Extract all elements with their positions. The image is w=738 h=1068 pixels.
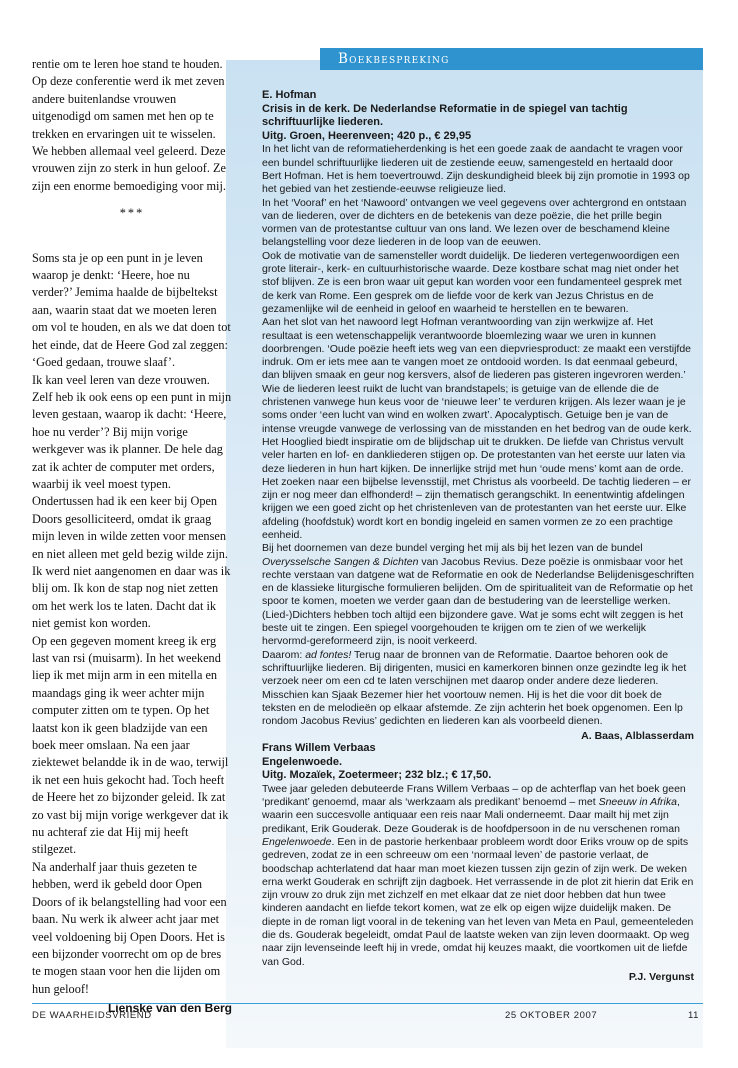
review-book-title: Engelenwoede.: [262, 755, 343, 768]
review-paragraph: Daarom: ad fontes! Terug naar de bronnen van de Reformatie. Daartoe behoren ook de schriftuurlijke liederen. Bij dirigenten, musici en kamerkoren binnen onze gezindte leg ik het verzoek neer om een cd te laten verschijnen met daarop onder andere deze liederen. Misschien kan Sjaak Bezemer hier het voortouw nemen. Hij is het die voor dit boek de teksten en de melodieën op elkaar afstemde. Ze zijn achterin het boek opgenomen. Een lp rondom Jacobus Revius’ gedichten en liederen kan als voorbeeld dienen.: [262, 648, 687, 728]
footer-rule: [32, 1003, 703, 1004]
footer-publication: DE WAARHEIDSVRIEND: [32, 1010, 152, 1021]
italic-phrase: ad fontes!: [305, 648, 352, 661]
article-continuation: [32, 56, 232, 1018]
review-verbaas: [262, 742, 694, 984]
italic-title: Sneeuw in Afrika: [598, 796, 677, 809]
review-paragraph: In het licht van de reformatieherdenking is het een goede zaak de aandacht te vragen voor een bundel schriftuurlijke liederen uit de zestiende eeuw, samengesteld en hertaald door Bert Hofman. Het is hem toevertrouwd. Zijn deskundigheid bleek bij zijn promotie in 1993 op het gebied van het zestiende-eeuwse religieuze lied.: [262, 143, 690, 196]
review-paragraph: In het ‘Vooraf’ en het ‘Nawoord’ ontvangen we veel gegevens over achtergrond en ontstaan van de liederen, over de dichters en de betekenis van deze poëzie, die het prille begin vormen van de protestantse cultuur van ons land. We lezen over de beschamend kleine belangstelling voor deze liederen in de loop van de eeuwen.: [262, 196, 687, 249]
review-paragraph: Aan het slot van het nawoord legt Hofman verantwoording van zijn werkwijze af. Het resultaat is een wetenschappelijk verantwoorde bloemlezing waar we uren in kunnen doorbrengen. ‘Oude poëzie heeft iets weg van een diepvriesproduct: ze maakt een verstijfde indruk. Om er iets mee aan te vangen moet ze ontdooid worden. Is dat eenmaal gebeurd, dan blijven smaak en geur nog kersvers, alsof de liederen pas gisteren ingevroren werden.’ Wie de liederen leest ruikt de lucht van brandstapels; is getuige van de ellende die de christenen vanwege hun keus voor de ‘nieuwe leer’ te verduren krijgen. Als lezer waan je je soms onder ‘een lucht van wind en wolken zwart’. Apocalyptisch. Getuige ben je van de intense vreugde vanwege de verlossing van de misstanden en het bedrog van de oude kerk. Het Hooglied biedt inspiratie om de blijdschap uit te drukken. De liefde van Christus vervult veler harten en lof- en dankliederen stijgen op. De protestanten van het eerste uur laten via deze liederen in hun hart kijken. De innerlijke strijd met hun ‘oude mens’ komt aan de orde. Het zoeken naar een bijbelse levensstijl, met Christus als voorbeeld. De tachtig liederen – er zijn er nog meer dan elfhonderd! – zijn thematisch gerangschikt. In eenentwintig afdelingen krijgen we een goed zicht op het christenleven van de protestanten van het eerste uur. Elke afdeling (hoofdstuk) wordt kort en bondig ingeleid en samen vormen ze zo een prachtige eenheid.: [262, 316, 692, 541]
article-author: Lienske van den Berg: [107, 1001, 232, 1016]
footer-page-number: 11: [688, 1010, 700, 1021]
review-paragraph: Ook de motivatie van de samensteller wordt duidelijk. De liederen vertegenwoordigen een grote literair-, kerk- en cultuurhistorische waarde. Deze kostbare schat mag niet onder het stof blijven. Ze is een bron waar uit geput kan worden voor een fundamenteel gesprek met de kerk van Rome. Een gesprek om de liefde voor de kerk van Jezus Christus en de gezamenlijke wil de eenheid in geloof en waarheid te herstellen en te bewaren.: [262, 249, 682, 315]
paragraph: Na anderhalf jaar thuis gezeten te hebben, werd ik gebeld door Open Doors of ik belangstelling had voor een baan. Nu werk ik alweer acht jaar met veel voldoening bij Open Doors. Het is een bijzonder voorrecht om op de bres te mogen staan voor hen die lijden om hun geloof!: [32, 859, 227, 996]
review-paragraph: Bij het doornemen van deze bundel verging het mij als bij het lezen van de bundel Overysselsche Sangen & Dichten van Jacobus Revius. Deze poëzie is onmisbaar voor het rechte verstaan van datgene wat de Reformatie en ook de Nederlandse Belijdenisgeschriften en de klassieke liturgische formulieren belijden. Om de spiritualiteit van de Reformatie op het spoor te komen, moeten we verder gaan dan de bestudering van de leerstellige werken. (Lied-)Dichters hebben toch altijd een bijzondere gave. Wat je soms echt wilt zeggen is het beste uit te zingen. Een spiegel voorgehouden te krijgen om te zien of we werkelijk hervormd-gereformeerd zijn, is nooit verkeerd.: [262, 542, 694, 648]
section-title: Boekbespreking: [320, 48, 703, 70]
review-paragraph: Twee jaar geleden debuteerde Frans Willem Verbaas – op de achterflap van het boek geen ‘predikant’ genoemd, maar als ‘werkzaam als predikant’ benoemd – met Sneeuw in Afrika, waarin een succesvolle antiquaar een reis naar Mali onderneemt. Daar mailt hij met zijn predikant, Erik Gouderak. Deze Gouderak is de hoofdpersoon in de nu verschenen roman Engelenwoede. Een in de pastorie herkenbaar probleem wordt door Eriks vrouw op de spits gedreven, zodat ze in een schreeuw om een ‘normaal leven’ de pastorie verlaat, de boodschap achterlatend dat haar man moet kiezen tussen zijn gezin of zijn werk. De weken erna werkt Gouderak en schrijft zijn dagboek. Het verrassende in de plot zit hierin dat Erik en zijn vrouw zo druk zijn met zichzelf en met elkaar dat ze niet door hebben dat hun twee kinderen aandacht en liefde tekort komen, wat ze elk op eigen wijze duidelijk maken. De diepte in de roman ligt vooral in de tekening van het leven van Meta en Paul, gemeenteleden die ds. Gouderak begeleidt, omdat Paul de laatste weken van zijn leven doormaakt. Op weg naar zijn levenseinde leeft hij in vrede, omdat hij keuzes maakt, die voortkomen uit de liefde van God.: [262, 782, 694, 968]
italic-title: Engelenwoede: [262, 835, 332, 848]
footer-date: 25 OKTOBER 2007: [505, 1010, 598, 1021]
paragraph: rentie om te leren hoe stand te houden. Op deze conferentie werd ik met zeven andere buitenlandse vrouwen uitgenodigd om samen met hen op te trekken en ervaringen uit te wisselen. We hebben allemaal veel geleerd. Deze vrouwen zijn zo sterk in hun geloof. Ze zijn een enorme bemoediging voor mij.: [32, 57, 226, 193]
review-publisher: Uitg. Mozaïek, Zoetermeer; 232 blz.; € 17,50.: [262, 769, 492, 782]
paragraph: Ik kan veel leren van deze vrouwen. Zelf heb ik ook eens op een punt in mijn leven gestaan, waarop ik dacht: ‘Heere, hoe nu verder’? Bij mijn vorige werkgever was ik planner. De hele dag zat ik achter de computer met orders, waarbij ik veel moest typen. Ondertussen had ik een keer bij Open Doors gesolliciteerd, omdat ik graag mijn leven in wilde zetten voor mensen en niet alleen met geld bezig wilde zijn. Ik werd niet aangenomen en daar was ik blij om. Ik kon de stap nog niet zetten om het werk los te laten. Dacht dat ik niet gemist kon worden.: [32, 372, 232, 631]
reviewer-signature: P.J. Vergunst: [628, 970, 694, 983]
review-hofman: [262, 89, 694, 744]
review-publisher: Uitg. Groen, Heerenveen; 420 p., € 29,95: [262, 129, 472, 142]
italic-title: Overysselsche Sangen & Dichten: [262, 555, 419, 568]
paragraph: Op een gegeven moment kreeg ik erg last van rsi (muisarm). In het weekend liep ik met mijn arm in een mitella en maandags ging ik weer achter mijn computer zitten om te typen. Op het laatst kon ik geen bladzijde van een boek meer omslaan. Na een jaar ziektewet belandde ik in de wao, terwijl ik net een huis gekocht had. Toch heeft de Heere het zo bijzonder geleid. Ik zat zo vast bij mijn vorige werkgever dat ik nu achteraf zie dat Hij mij heeft stilgezet.: [32, 633, 229, 857]
review-author: E. Hofman: [262, 89, 317, 101]
section-separator: ***: [119, 206, 145, 221]
review-author: Frans Willem Verbaas: [262, 742, 376, 754]
review-book-title: Crisis in de kerk. De Nederlandse Reformatie in de spiegel van tachtig schriftuurlijke liederen.: [262, 102, 628, 129]
reviewer-signature: A. Baas, Alblasserdam: [581, 730, 694, 743]
paragraph: Soms sta je op een punt in je leven waarop je denkt: ‘Heere, hoe nu verder?’ Jemima haalde de bijbeltekst aan, waarin staat dat we moeten leren om vol te houden, en als we dat doen tot het einde, dat de Heere God zal zeggen: ‘Goed gedaan, trouwe slaaf’.: [32, 250, 231, 370]
